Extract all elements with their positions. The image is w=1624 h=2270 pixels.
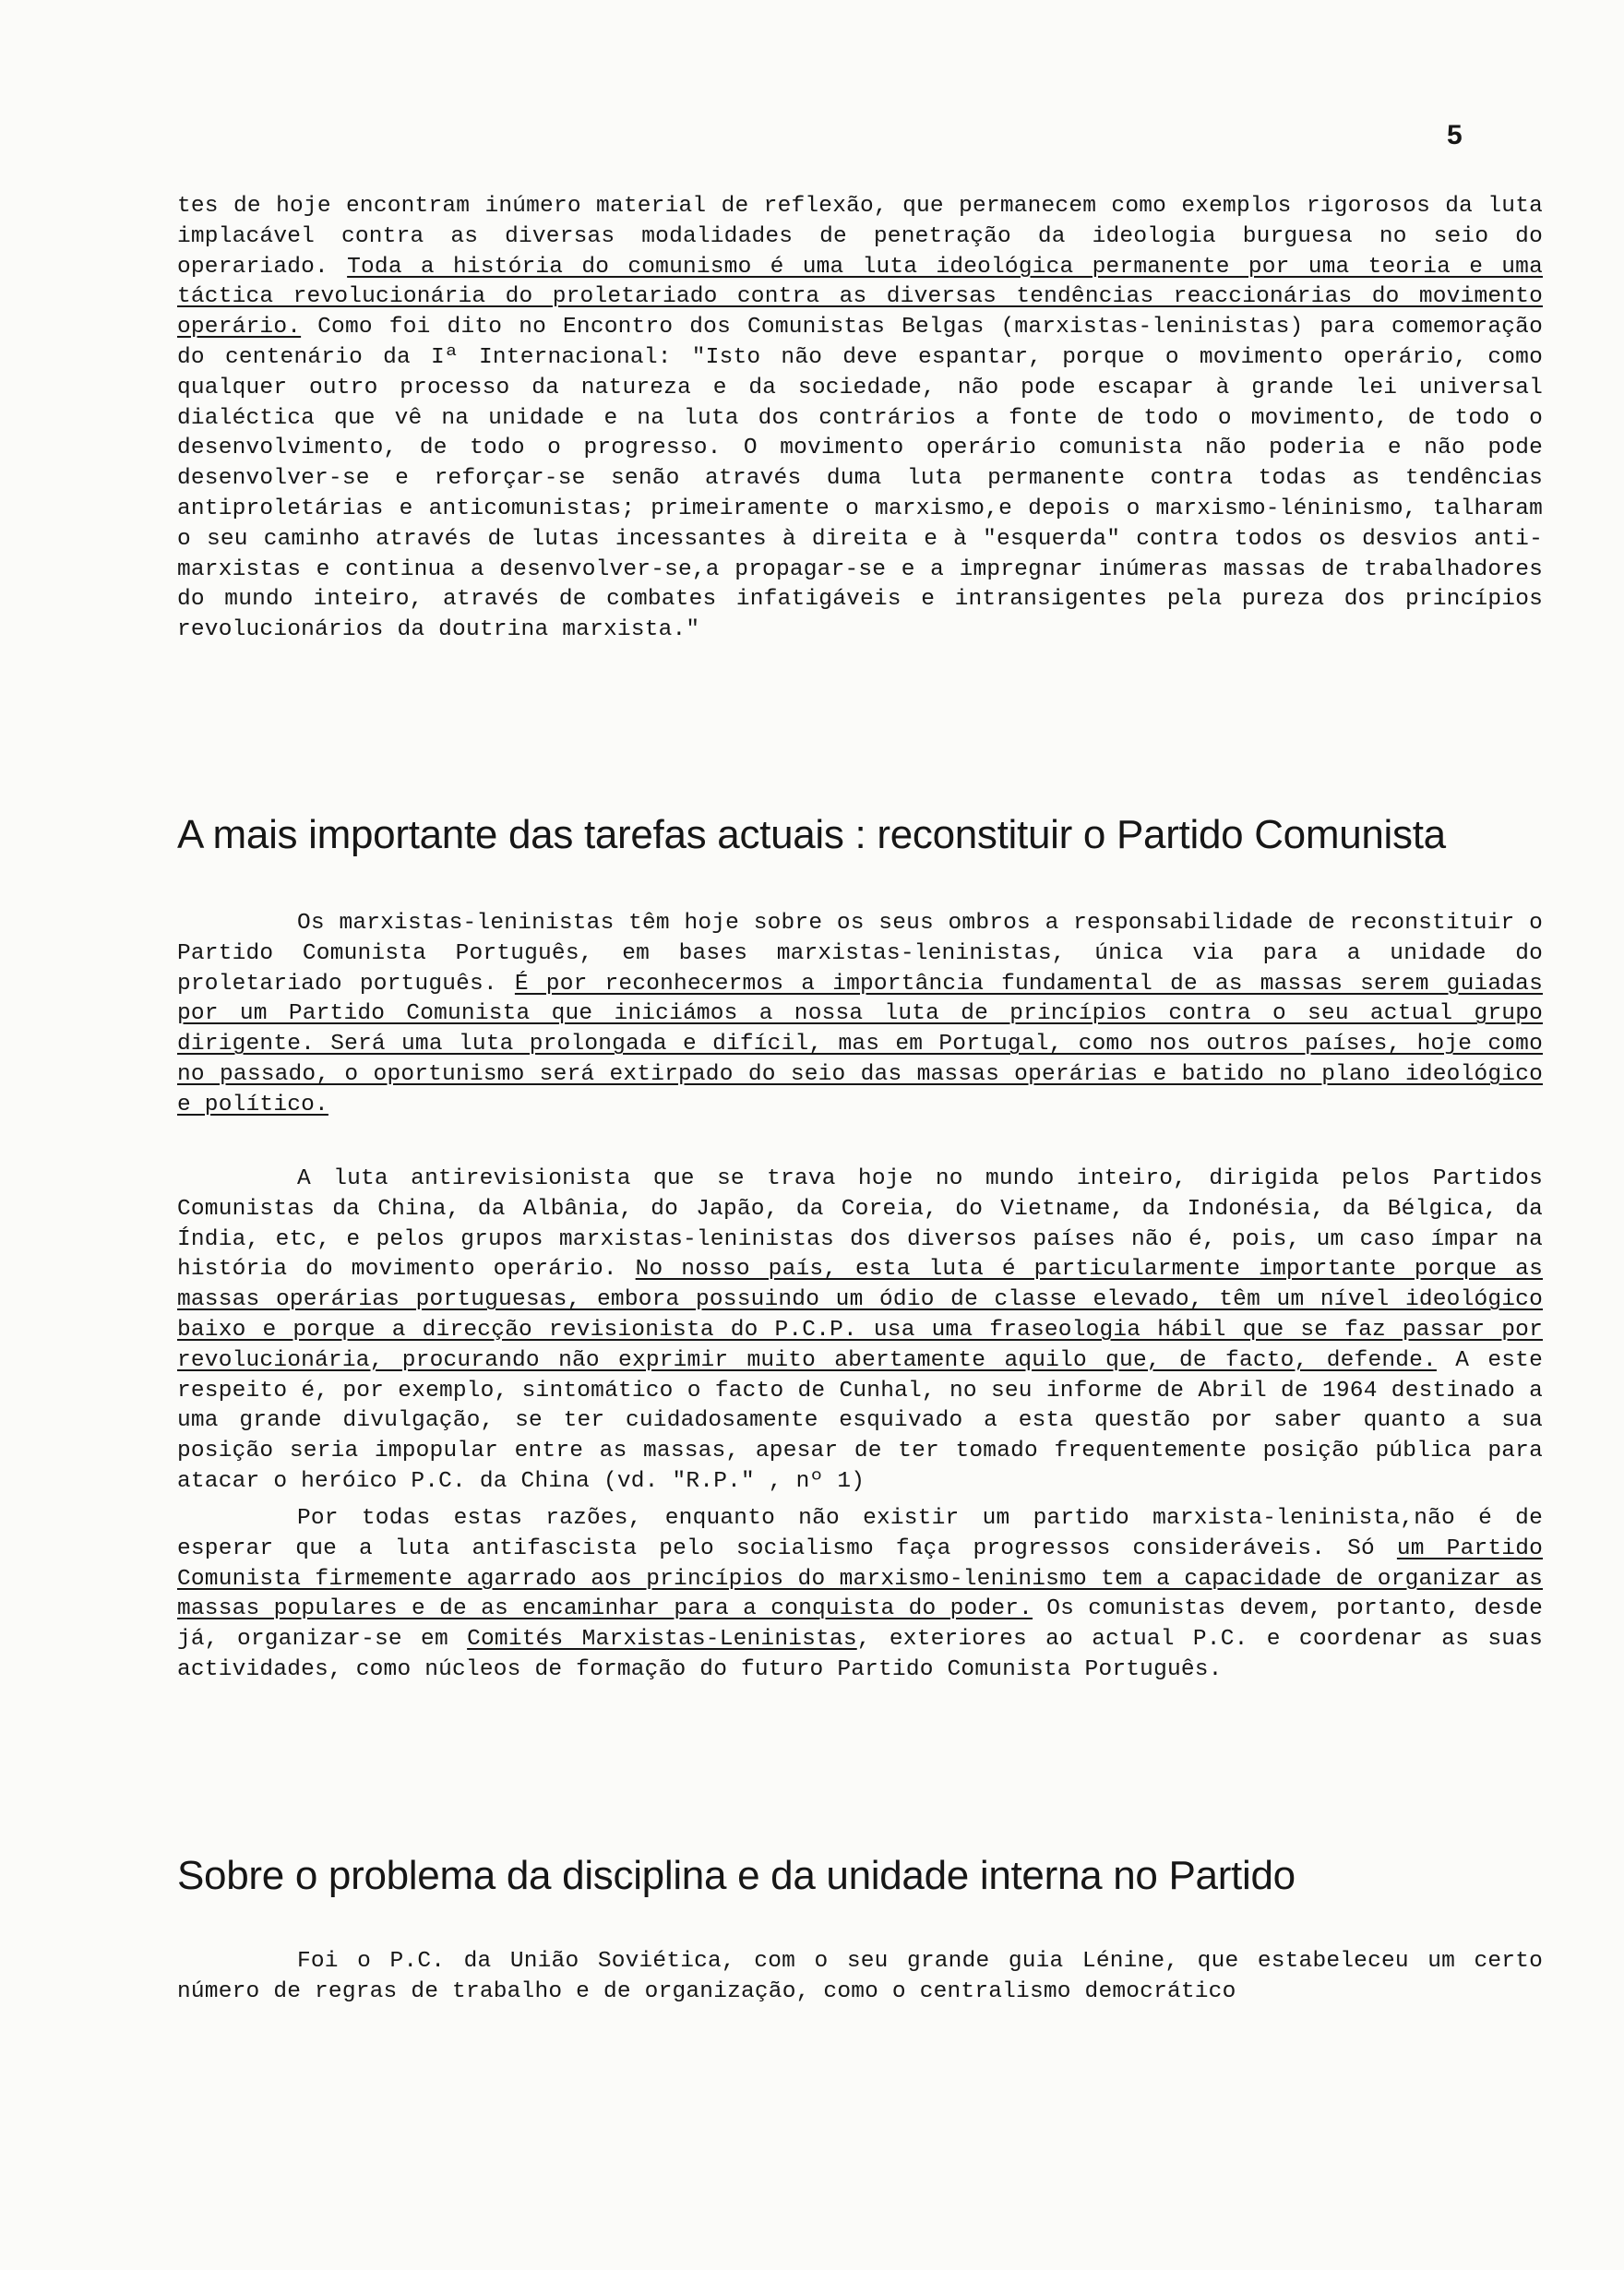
- text-run: Os marxistas-leninistas têm hoje sobre os seus ombros a responsabilidade de reconstituir o Partido Comunista Português, em bases marxistas-leninistas, única via para a unidade do proletariado português.: [177, 911, 1543, 997]
- paragraph-luta-antirevisionista: [177, 1165, 1543, 1498]
- text-run: tes de hoje encontram inúmero material de reflexão, que permanecem como exemplos rigorosos da luta implacável contra as diversas modalidades de penetração da ideologia burguesa no seio do operariado.: [177, 194, 1543, 280]
- section-heading-disciplina: Sobre o problema da disciplina e da unidade interna no Partido: [177, 1853, 1296, 1898]
- text-run: Foi o P.C. da União Soviética, com o seu grande guia Lénine, que estabeleceu um certo número de regras de trabalho e de organização, como o centralismo democrático: [177, 1949, 1543, 2004]
- text-run: Como foi dito no Encontro dos Comunistas Belgas (marxistas-leninistas) para comemoração do centenário da Iª Internacional: "Isto não deve espantar, porque o movimento operário, como qualquer outro processo da natureza e da sociedade, não pode escapar à grande lei universal dialéctica que vê na unidade e na luta dos contrários a fonte de todo o movimento, de todo o desenvolvimento, de todo o progresso. O movimento operário comunista não poderia e não pode desenvolver-se e reforçar-se senão através duma luta permanente contra todas as tendências antiproletárias e anticomunistas; primeiramente o marxismo,e depois o marxismo-léninismo, talharam o seu caminho através de lutas incessantes à direita e à "esquerda" contra todos os desvios anti-marxistas e continua a desenvolver-se,a propagar-se e a impregnar inúmeras massas de trabalhadores do mundo inteiro, através de combates infatigáveis e intransigentes pela pureza dos princípios revolucionários da doutrina marxista.": [177, 315, 1543, 643]
- paragraph-razoes: [177, 1504, 1543, 1686]
- text-run: A este respeito é, por exemplo, sintomático o facto de Cunhal, no seu informe de Abril de 1964 destinado a uma grande divulgação, se ter cuidadosamente esquivado a esta questão por saber quanto a sua posição seria impopular entre as massas, apesar de ter tomado frequentemente posição pública para atacar o heróico P.C. da China (vd. "R.P." , nº 1): [177, 1347, 1543, 1494]
- text-run: Por todas estas razões, enquanto não existir um partido marxista-leninista,não é de esperar que a luta antifascista pelo socialismo faça progressos consideráveis. Só: [177, 1506, 1543, 1561]
- underlined-text-run: Comités Marxistas-Leninistas: [467, 1627, 857, 1653]
- paragraph-pc-uniao-sovietica: [177, 1947, 1543, 2008]
- underlined-text-run: Toda a história do comunismo é uma luta ideológica permanente por uma teoria e uma táctica revolucionária do proletariado contra as diversas tendências reaccionárias do movimento operário.: [177, 254, 1543, 340]
- section-heading-reconstituir: A mais importante das tarefas actuais : reconstituir o Partido Comunista: [177, 812, 1446, 857]
- underlined-text-run: No nosso país, esta luta é particularmente importante porque as massas operárias portuguesas, embora possuindo um ódio de classe elevado, têm um nível ideológico baixo e porque a direcção revisionista do P.C.P. usa uma fraseologia hábil que se faz passar por revolucionária, procurando não exprimir muito abertamente aquilo que, de facto, defende.: [177, 1257, 1543, 1373]
- text-run: Os comunistas devem, portanto, desde já, organizar-se em: [177, 1596, 1544, 1653]
- text-run: , exteriores ao actual P.C. e coordenar as suas actividades, como núcleos de formação do futuro Partido Comunista Português.: [177, 1627, 1543, 1682]
- underlined-text-run: É por reconhecermos a importância fundamental de as massas serem guiadas por um Partido Comunista que iniciámos a nossa luta de princípios contra o seu actual grupo dirigente. Será uma luta prolongada e difícil, mas em Portugal, como nos outros países, hoje como no passado, o oportunismo será extirpado do seio das massas operárias e batido no plano ideológico e político.: [177, 971, 1543, 1117]
- page-number: 5: [1447, 120, 1463, 150]
- underlined-text-run: um Partido Comunista firmemente agarrado aos princípios do marxismo-leninismo tem a capacidade de organizar as massas populares e de as encaminhar para a conquista do poder.: [177, 1535, 1543, 1622]
- intro-paragraph: [177, 192, 1543, 646]
- text-run: A luta antirevisionista que se trava hoje no mundo inteiro, dirigida pelos Partidos Comunistas da China, da Albânia, do Japão, da Coreia, do Vietname, da Indonésia, da Bélgica, da Índia, etc, e pelos grupos marxistas-leninistas dos diversos países não é, pois, um caso ímpar na história do movimento operário.: [177, 1166, 1543, 1283]
- paragraph-responsabilidade: [177, 909, 1543, 1121]
